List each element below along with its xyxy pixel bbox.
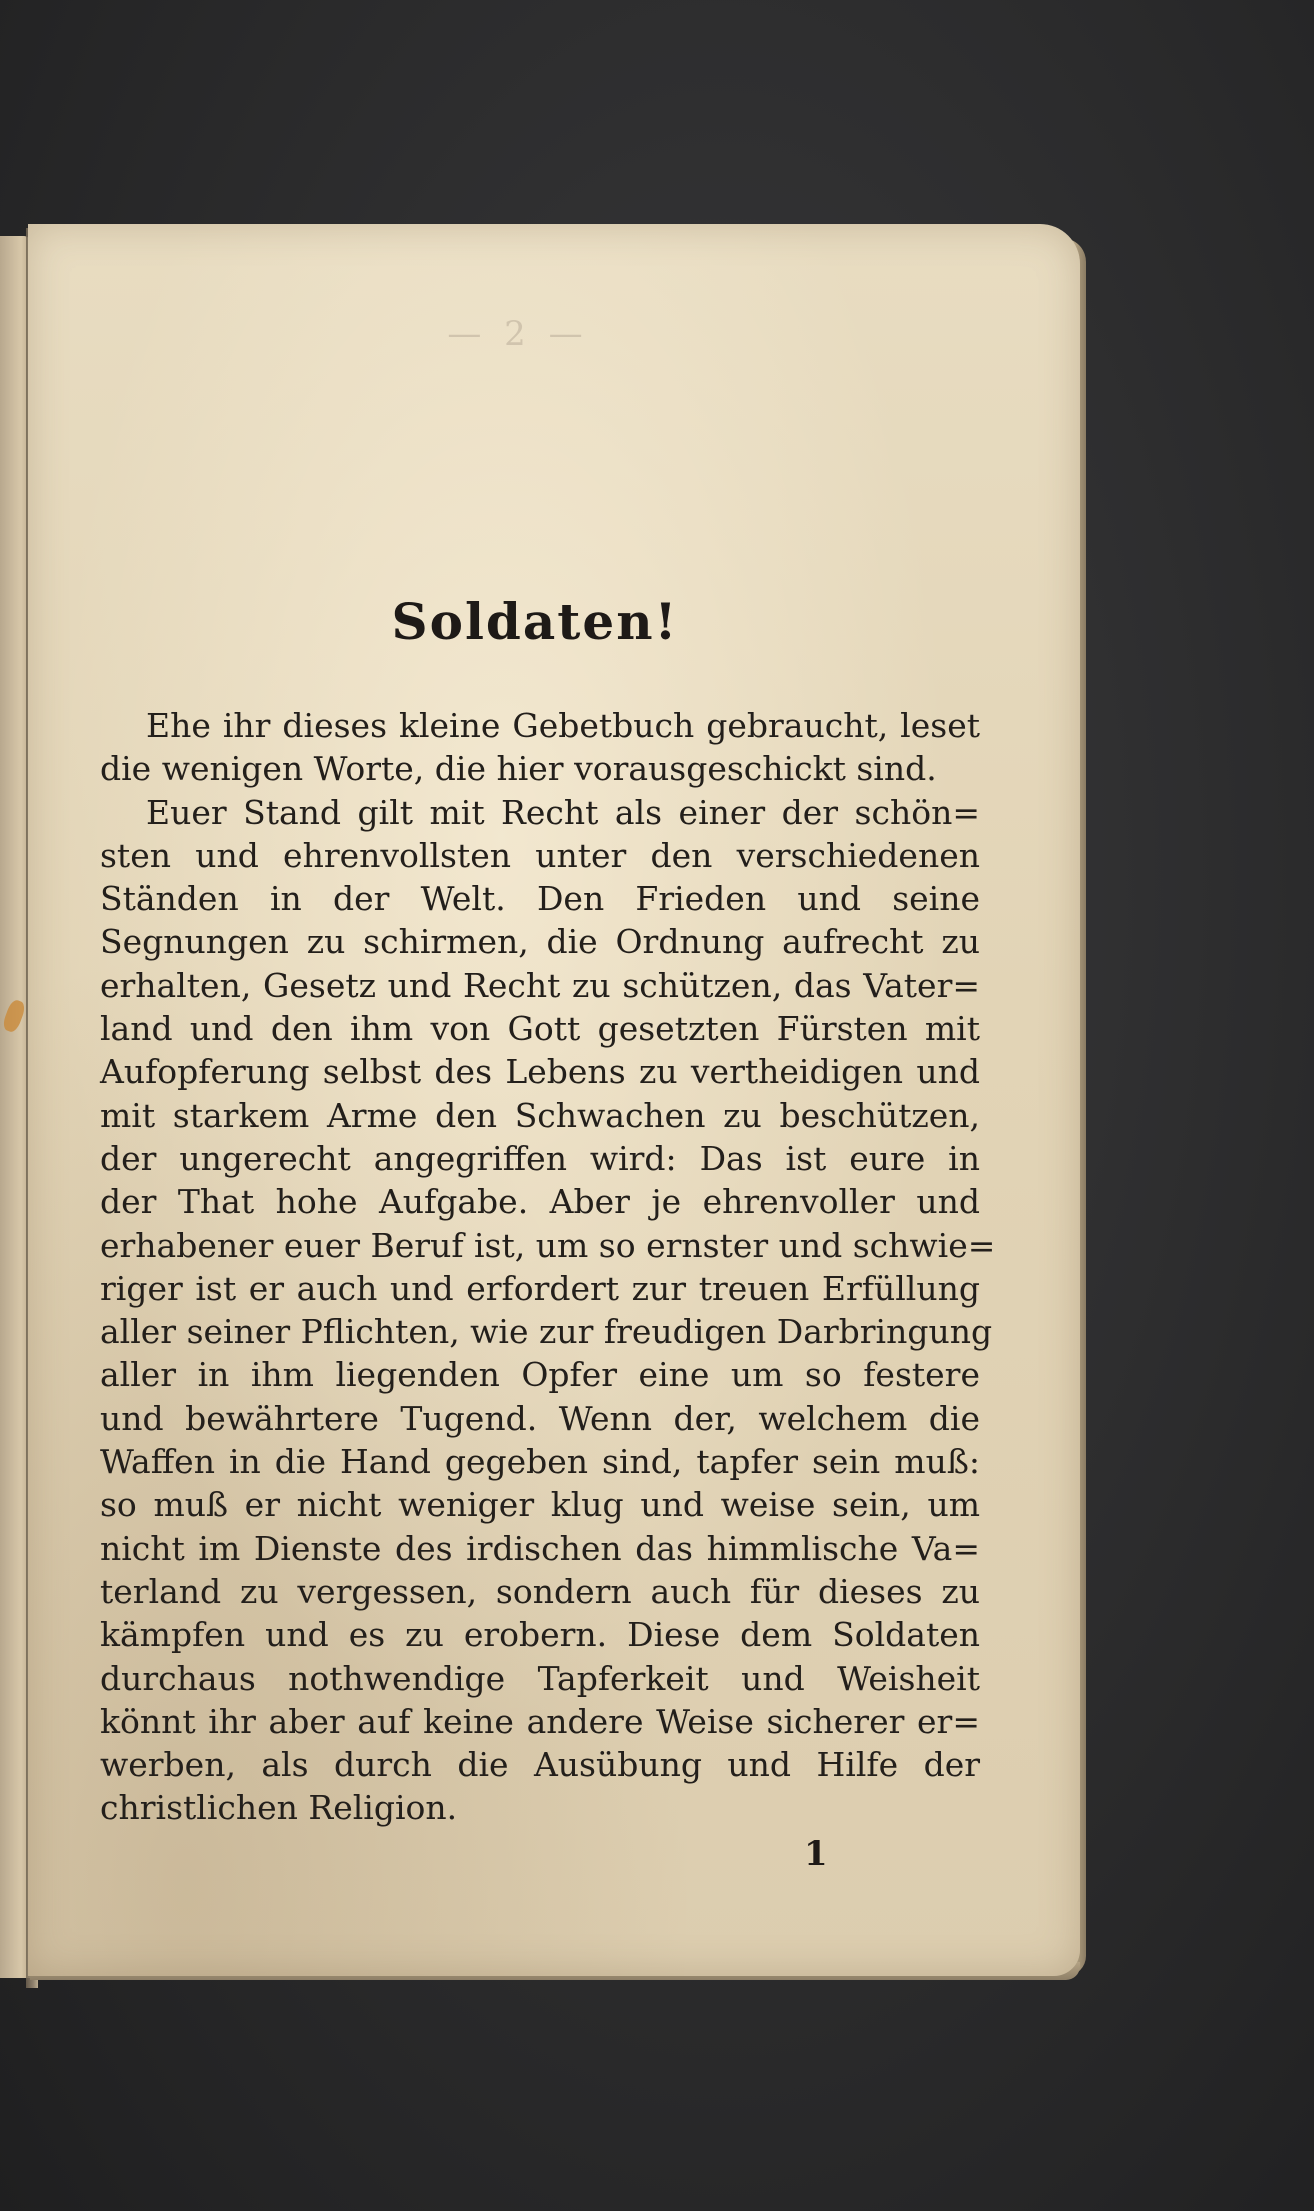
text-line: werben, als durch die Ausübung und Hilfe der [100,1745,980,1785]
text-line: Segnungen zu schirmen, die Ordnung aufrecht zu [100,922,980,962]
text-line: terland zu vergessen, sondern auch für dieses zu [100,1571,980,1611]
body-text [100,704,996,1830]
text-line: so muß er nicht weniger klug und weise sein, um [100,1485,980,1525]
text-line: aller in ihm liegenden Opfer eine um so festere [100,1355,980,1395]
text-line: durchaus nothwendige Tapferkeit und Weisheit [100,1658,980,1698]
book-page [28,224,1080,1976]
text-line: land und den ihm von Gott gesetzten Fürsten mit [100,1009,980,1049]
text-line: Euer Stand gilt mit Recht als einer der schön= [146,792,980,832]
text-line: sten und ehrenvollsten unter den verschiedenen [100,835,980,875]
signature-mark: 1 [804,1834,828,1874]
text-line: der ungerecht angegriffen wird: Das ist eure in [100,1138,980,1178]
text-line: nicht im Dienste des irdischen das himmlische Va= [100,1528,980,1568]
text-line: Ständen in der Welt. Den Frieden und seine [100,879,980,919]
text-line: Waffen in die Hand gegeben sind, tapfer sein muß: [100,1442,980,1482]
text-line: Aufopferung selbst des Lebens zu vertheidigen und [100,1052,980,1092]
text-line: der That hohe Aufgabe. Aber je ehrenvoller und [100,1182,980,1222]
page-number: — 2 — [447,314,589,354]
text-line: und bewährtere Tugend. Wenn der, welchem die [100,1398,980,1438]
text-line: aller seiner Pflichten, wie zur freudigen Darbringung [100,1312,993,1352]
text-line: erhabener euer Beruf ist, um so ernster und schwie= [100,1225,996,1265]
page-title: Soldaten! [391,592,679,651]
text-line: riger ist er auch und erfordert zur treuen Erfüllung [100,1268,980,1308]
text-line: Ehe ihr dieses kleine Gebetbuch gebraucht, leset [146,706,980,745]
text-line: erhalten, Gesetz und Recht zu schützen, das Vater= [100,965,980,1005]
text-line: könnt ihr aber auf keine andere Weise sicherer er= [100,1701,980,1741]
text-line: christlichen Religion. [100,1788,458,1828]
text-line: mit starkem Arme den Schwachen zu beschützen, [100,1095,980,1135]
text-line: kämpfen und es zu erobern. Diese dem Soldaten [100,1615,980,1655]
text-line: die wenigen Worte, die hier vorausgeschickt sind. [100,749,937,789]
